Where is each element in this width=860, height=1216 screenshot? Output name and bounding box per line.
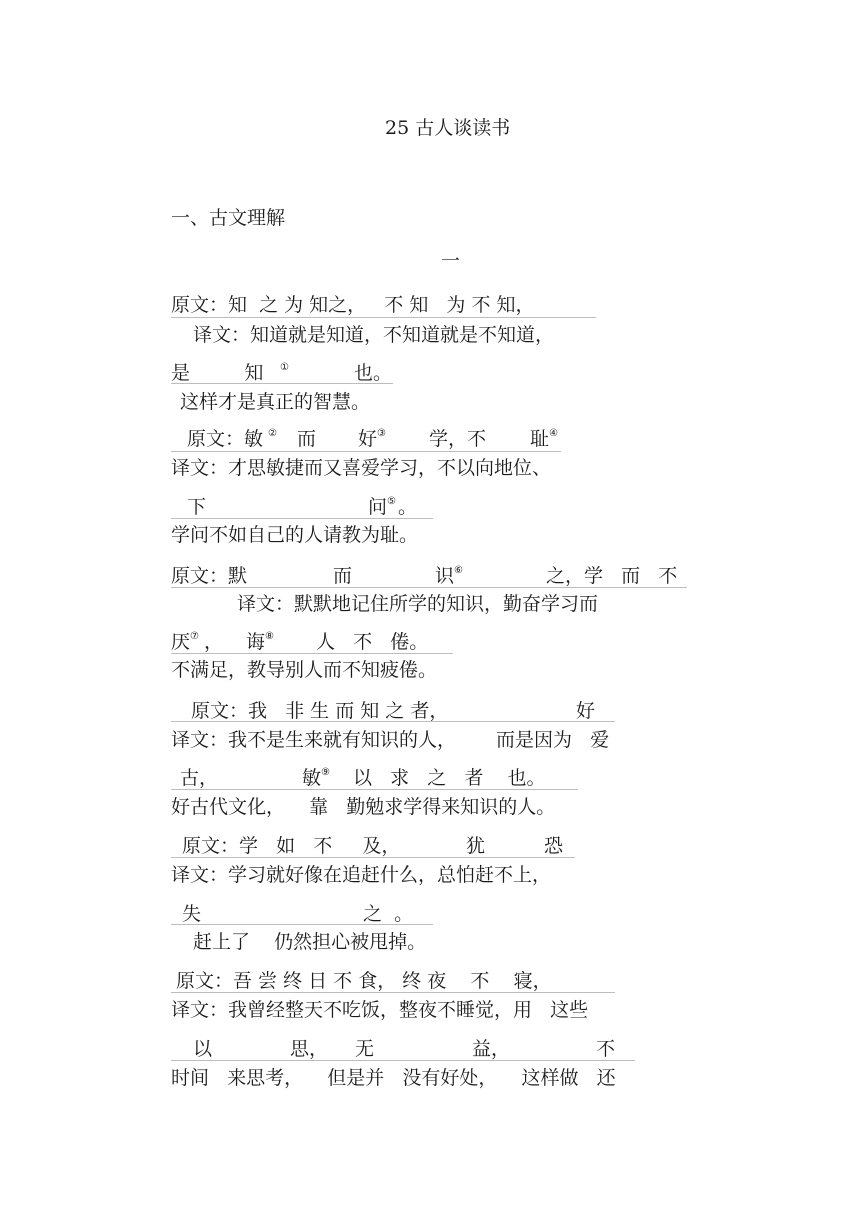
footnote-marker: ② [268,428,277,439]
translation-line: 译文：知道就是知道，不知道就是不知道， [193,324,555,346]
original-text-line: 无 [355,1038,375,1060]
original-text-line: 耻 [530,428,550,450]
original-text-line: 益， [472,1038,511,1060]
original-text-line: 好 [358,428,378,450]
underline [171,653,453,654]
underline [171,992,615,993]
footnote-marker: ⑨ [321,767,330,778]
original-text-line: 原文：知 之 为 知之， 不 知 为 不 知， [171,294,535,316]
translation-line: 好古代文化， 靠 勤勉求学得来知识的人。 [171,796,556,818]
footnote-marker: ③ [377,428,386,439]
original-text-line: 思， [290,1038,329,1060]
footnote-marker: ④ [549,428,558,439]
original-text-line: ， [204,631,224,653]
footnote-marker: ① [280,362,289,373]
original-text-line: 而 [297,428,317,450]
original-text-line: 原文：吾 尝 终 日 不 食， 终 夜 不 寝， [176,970,552,992]
original-text-line: 原文：默 [171,565,248,587]
underline [171,857,575,858]
original-text-line: 犹 [466,835,486,857]
original-text-line: 学，不 [429,428,487,450]
original-text-line: 以 [193,1038,213,1060]
underline [171,721,615,722]
original-text-line: 下 [187,496,207,518]
translation-line: 译文：我曾经整天不吃饭，整夜不睡觉，用 这些 [171,999,589,1021]
underline [171,518,433,519]
original-text-line: 原文：我 非 生 而 知 之 者， [191,700,449,722]
original-text-line: 之 。 [363,903,414,925]
original-text-line: 人 不 倦。 [316,631,429,653]
underline [171,317,596,318]
translation-line: 而是因为 爱 [496,729,610,751]
translation-line: 这样才是真正的智慧。 [180,391,371,413]
underline [171,451,561,452]
underline [171,789,578,790]
original-text-line: 之，学 而 不 [546,565,678,587]
original-text-line: 。 [398,496,418,518]
translation-line: 不满足，教导别人而不知疲倦。 [171,659,438,681]
part-label: 一 [441,250,461,272]
original-text-line: 以 求 之 者 也。 [353,767,546,789]
original-text-line: 识 [435,565,455,587]
translation-line: 译文：才思敏捷而又喜爱学习，不以向地位、 [171,457,552,479]
original-text-line: 不 [596,1038,616,1060]
translation-line: 学问不如自己的人请教为耻。 [171,524,419,546]
underline [171,587,687,588]
underline [171,924,433,925]
original-text-line: 也。 [354,362,393,384]
original-text-line: 诲 [246,631,266,653]
page-title: 25 古人谈读书 [385,117,511,139]
original-text-line: 恐 [544,835,564,857]
original-text-line: 古， [180,767,219,789]
section-heading: 一、古文理解 [171,207,286,229]
original-text-line: 而 [333,565,353,587]
original-text-line: 原文：学 如 不 及， [182,835,401,857]
translation-line: 译文：我不是生来就有知识的人， [171,729,457,751]
underline [171,1060,635,1061]
footnote-marker: ⑦ [190,631,199,642]
footnote-marker: ⑥ [454,565,463,576]
translation-line: 译文：默默地记住所学的知识，勤奋学习而 [237,593,599,615]
original-text-line: 问 [368,496,388,518]
translation-line: 时间 来思考， 但是并 没有好处， 这样做 还 [171,1067,616,1089]
underline [171,383,393,384]
footnote-marker: ⑧ [265,631,274,642]
original-text-line: 敏 [302,767,322,789]
original-text-line: 好 [576,700,596,722]
translation-line: 赶上了 仍然担心被甩掉。 [193,931,427,953]
original-text-line: 原文：敏 [187,428,264,450]
original-text-line: 厌 [171,631,191,653]
original-text-line: 失 [182,903,202,925]
original-text-line: 是 知 [171,362,264,384]
footnote-marker: ⑤ [387,496,396,507]
translation-line: 译文：学习就好像在追赶什么，总怕赶不上， [171,864,552,886]
